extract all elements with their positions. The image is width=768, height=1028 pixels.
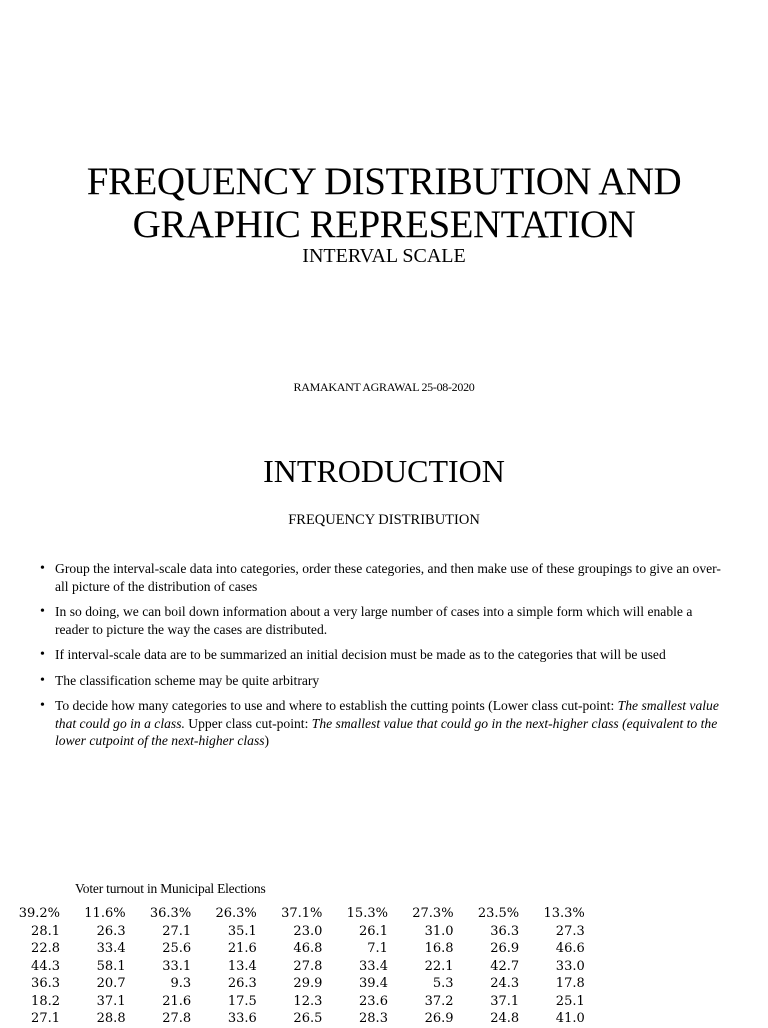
table-cell: 11.6% [84, 906, 126, 921]
bullet-text: In so doing, we can boil down information about a very large number of cases into a simple form which will enable a reader to picture the way the cases are distributed. [55, 604, 693, 637]
bullet-marker: • [40, 672, 45, 688]
section-subtitle: FREQUENCY DISTRIBUTION [288, 512, 480, 528]
voter-turnout-table [10, 905, 585, 1028]
table-cell: 17.8 [555, 976, 585, 991]
table-cell: 17.5 [227, 993, 257, 1009]
author-date: RAMAKANT AGRAWAL 25-08-2020 [293, 380, 475, 394]
table-cell: 26.9 [490, 941, 520, 956]
bullet-text-italic1: The smallest value that could go in a class. [55, 698, 719, 731]
table-cell: 7.1 [367, 941, 388, 956]
table-cell: 25.6 [162, 941, 192, 956]
section-title: INTRODUCTION [263, 453, 505, 489]
bullet-marker: • [40, 604, 45, 619]
table-cell: 46.6 [555, 941, 585, 956]
table-cell: 39.4 [359, 976, 388, 991]
table-cell: 24.8 [490, 1011, 520, 1026]
table-cell: 27.3% [412, 906, 454, 921]
bullet-text-part5: ) [264, 733, 270, 748]
bullet-text: Group the interval-scale data into categories, order these categories, and then make use of these groupings to give an over-all picture of the distribution of cases [55, 561, 721, 594]
table-cell: 46.8 [293, 941, 323, 956]
table-cell: 36.3 [31, 976, 60, 991]
table-cell: 15.3% [346, 906, 388, 921]
bullet-item [38, 560, 728, 595]
bullet-item [38, 603, 728, 638]
table-cell: 27.3 [555, 923, 585, 939]
table-row [10, 905, 585, 923]
table-cell: 13.3% [543, 906, 585, 921]
table-cell: 44.3 [31, 958, 60, 974]
table-cell: 36.3 [490, 923, 520, 939]
bullet-item [38, 646, 728, 664]
table-cell: 16.8 [424, 941, 454, 956]
table-cell: 26.3% [215, 906, 257, 921]
bullet-marker: • [40, 561, 45, 576]
table-cell: 37.1% [281, 906, 323, 921]
table-row [10, 1010, 585, 1028]
bullet-text: If interval-scale data are to be summarized an initial decision must be made as to the categories that will be used [55, 647, 666, 662]
table-cell: 29.9 [293, 976, 323, 991]
table-cell: 12.3 [293, 993, 323, 1009]
table-cell: 31.0 [424, 923, 454, 939]
table-cell: 22.1 [424, 958, 454, 974]
bullet-item [38, 672, 728, 690]
table-caption: Voter turnout in Municipal Elections [75, 881, 266, 896]
table-cell: 37.1 [490, 993, 520, 1009]
table-cell: 58.1 [96, 958, 126, 974]
table-cell: 5.3 [432, 976, 454, 991]
table-cell: 25.1 [555, 993, 585, 1009]
table-cell: 33.1 [162, 958, 192, 974]
table-cell: 27.1 [31, 1011, 60, 1026]
table-cell: 23.5% [477, 906, 520, 921]
table-cell: 21.6 [227, 941, 257, 956]
table-row [10, 975, 585, 993]
table-cell: 41.0 [555, 1011, 585, 1026]
bullet-marker: • [40, 698, 45, 713]
table-cell: 27.1 [162, 923, 192, 939]
bullet-marker: • [40, 647, 45, 662]
table-cell: 39.2% [18, 906, 60, 921]
table-cell: 33.4 [96, 941, 126, 956]
table-row [10, 958, 585, 976]
table-cell: 26.3 [96, 923, 126, 939]
table-cell: 18.2 [31, 993, 60, 1009]
bullet-text: The classification scheme may be quite arbitrary [55, 672, 320, 688]
table-row [10, 923, 585, 941]
table-cell: 35.1 [227, 923, 257, 939]
table-cell: 26.3 [227, 976, 257, 991]
bullet-text-part3: Upper class cut-point: [184, 715, 312, 731]
table-cell: 23.0 [293, 923, 323, 939]
table-cell: 33.0 [555, 958, 585, 974]
bullet-list [38, 560, 728, 758]
table-cell: 26.1 [359, 923, 388, 939]
table-cell: 37.2 [424, 993, 454, 1009]
table-cell: 26.9 [424, 1011, 454, 1026]
table-row [10, 993, 585, 1011]
table-cell: 28.8 [96, 1011, 126, 1026]
table-row [10, 940, 585, 958]
table-cell: 26.5 [293, 1011, 323, 1026]
table-cell: 28.3 [359, 1011, 388, 1026]
table-cell: 9.3 [170, 976, 192, 991]
table-cell: 22.8 [31, 941, 60, 956]
table-cell: 24.3 [490, 976, 520, 991]
slide-title [0, 160, 768, 246]
table-cell: 28.1 [31, 923, 60, 939]
table-cell: 42.7 [490, 958, 520, 974]
bullet-text-part1: To decide how many categories to use and where to establish the cutting points (Lower class cut-point: [55, 698, 618, 713]
table-cell: 33.6 [227, 1011, 257, 1026]
slide-subtitle: INTERVAL SCALE [302, 245, 466, 267]
bullet-text-italic2: The smallest value that could go in the next-higher class (equivalent to the lower cutpoint of the next-higher class [55, 715, 718, 748]
slide-title-line2: GRAPHIC REPRESENTATION [132, 203, 636, 246]
slide-title-line1: FREQUENCY DISTRIBUTION AND [86, 160, 682, 203]
table-cell: 21.6 [162, 993, 192, 1009]
table-cell: 27.8 [162, 1011, 192, 1026]
table-cell: 37.1 [96, 993, 126, 1009]
table-cell: 13.4 [227, 958, 257, 974]
table-cell: 23.6 [359, 993, 388, 1009]
table-cell: 20.7 [96, 976, 126, 991]
bullet-item [38, 697, 728, 750]
table-cell: 36.3% [149, 906, 192, 921]
table-cell: 33.4 [359, 958, 388, 974]
table-cell: 27.8 [293, 958, 323, 974]
